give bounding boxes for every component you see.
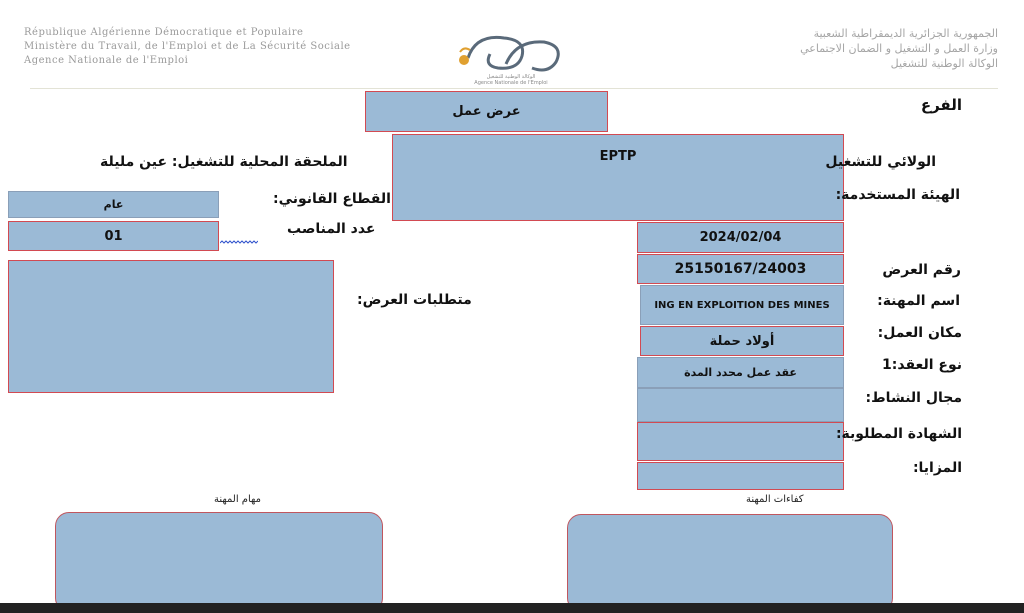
- wilaya-label: الولائي للتشغيل: [825, 154, 936, 170]
- employer-value-box: EPTP: [392, 134, 844, 221]
- profession-label: اسم المهنة:: [877, 293, 960, 309]
- logo-caption-ar: الوكالة الوطنية للتشغيل: [486, 74, 536, 80]
- header-french-line-2: Ministère du Travail, de l'Emploi et de La Sécurité Sociale: [24, 41, 351, 52]
- employer-label: الهيئة المستخدمة:: [835, 187, 960, 203]
- positions-value-box: 01: [8, 221, 219, 251]
- logo-caption: [446, 74, 576, 86]
- workplace-value-box: أولاد حملة: [640, 326, 844, 356]
- legal-sector-value-box: عام: [8, 191, 219, 218]
- offer-number-label: رقم العرض: [882, 262, 961, 278]
- contract-type-value-box: عقد عمل محدد المدة: [637, 357, 844, 388]
- header-arabic-line-2: وزارة العمل و التشغيل و الضمان الاجتماعي: [800, 42, 998, 55]
- header-arabic-line-1: الجمهورية الجزائرية الديمقراطية الشعبية: [813, 27, 998, 40]
- local-branch-text: الملحقة المحلية للتشغيل: عين مليلة: [100, 154, 348, 170]
- header-french-line-3: Agence Nationale de l'Emploi: [24, 55, 189, 66]
- benefits-label: المزايا:: [912, 460, 962, 476]
- logo-caption-fr: Agence Nationale de l'Emploi: [474, 80, 548, 86]
- positions-label: عدد المناصب: [287, 221, 376, 237]
- workplace-label: مكان العمل:: [877, 325, 962, 341]
- profession-value-box: ING EN EXPLOITION DES MINES: [640, 285, 844, 325]
- certificate-value-box: [637, 422, 844, 461]
- competencies-caption: كفاءات المهنة: [746, 494, 804, 505]
- tasks-panel: [55, 512, 383, 612]
- spellcheck-underline-icon: [220, 240, 258, 244]
- header-divider: [30, 88, 998, 89]
- requirements-value-box: [8, 260, 334, 393]
- header-french-line-1: République Algérienne Démocratique et Populaire: [24, 27, 304, 38]
- activity-field-value-box: [637, 388, 844, 422]
- header-arabic: [800, 26, 998, 71]
- legal-sector-label: القطاع القانوني:: [273, 191, 391, 207]
- activity-field-label: مجال النشاط:: [865, 390, 962, 406]
- benefits-value-box: [637, 462, 844, 490]
- header-arabic-line-3: الوكالة الوطنية للتشغيل: [890, 57, 998, 70]
- bottom-strip: [0, 603, 1024, 613]
- branch-value-box: عرض عمل: [365, 91, 608, 132]
- date-value-box: 2024/02/04: [637, 222, 844, 253]
- tasks-caption: مهام المهنة: [214, 494, 261, 505]
- requirements-label: متطلبات العرض:: [357, 292, 472, 308]
- branch-label: الفرع: [920, 96, 962, 114]
- contract-type-label: نوع العقد:1: [882, 357, 962, 373]
- certificate-label: الشهادة المطلوبة:: [835, 426, 962, 442]
- competencies-panel: [567, 514, 893, 612]
- header-french: [24, 26, 351, 68]
- offer-number-value-box: 25150167/24003: [637, 254, 844, 284]
